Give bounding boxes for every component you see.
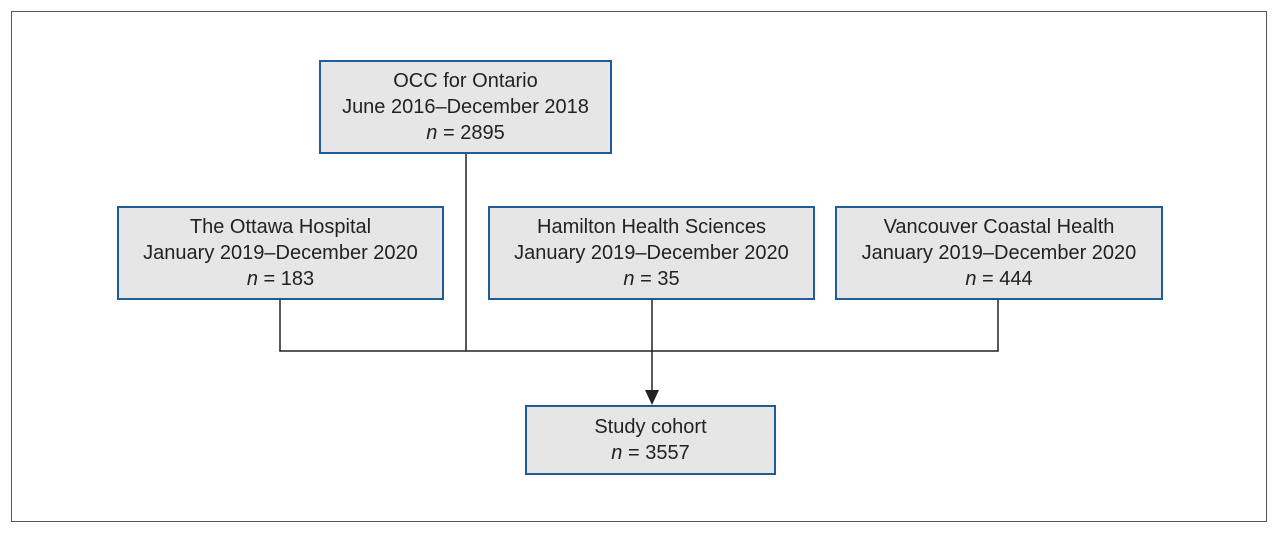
cohort-count bbox=[611, 440, 689, 466]
occ-period: June 2016–December 2018 bbox=[342, 96, 589, 118]
box-occ-ontario bbox=[319, 60, 612, 154]
box-hamilton-health-sciences bbox=[488, 206, 815, 300]
vch-period: January 2019–December 2020 bbox=[861, 242, 1137, 264]
occ-n-value: = 2895 bbox=[442, 122, 505, 144]
hamilton-n-value: = 35 bbox=[640, 268, 680, 290]
ottawa-n-value: = 183 bbox=[263, 268, 315, 290]
hamilton-n-label: n bbox=[623, 268, 635, 290]
vch-n-value: = 444 bbox=[982, 268, 1033, 290]
hamilton-count bbox=[623, 266, 679, 292]
hamilton-period: January 2019–December 2020 bbox=[514, 242, 789, 264]
vch-title: Vancouver Coastal Health bbox=[883, 216, 1115, 238]
vch-count bbox=[965, 266, 1032, 292]
occ-n-label: n bbox=[426, 122, 438, 144]
ottawa-period: January 2019–December 2020 bbox=[143, 242, 418, 264]
occ-count bbox=[426, 120, 504, 146]
ottawa-n-label: n bbox=[246, 268, 258, 290]
box-ottawa-hospital bbox=[117, 206, 444, 300]
arrowhead-to-cohort bbox=[645, 390, 659, 405]
hamilton-title: Hamilton Health Sciences bbox=[537, 216, 766, 238]
box-vancouver-coastal-health bbox=[835, 206, 1163, 300]
cohort-n-label: n bbox=[611, 442, 623, 464]
occ-title: OCC for Ontario bbox=[393, 70, 538, 92]
ottawa-title: The Ottawa Hospital bbox=[189, 216, 372, 238]
box-study-cohort bbox=[525, 405, 776, 475]
vch-n-label: n bbox=[965, 268, 977, 290]
cohort-title: Study cohort bbox=[594, 416, 707, 438]
ottawa-count bbox=[247, 266, 314, 292]
cohort-n-value: = 3557 bbox=[627, 442, 690, 464]
